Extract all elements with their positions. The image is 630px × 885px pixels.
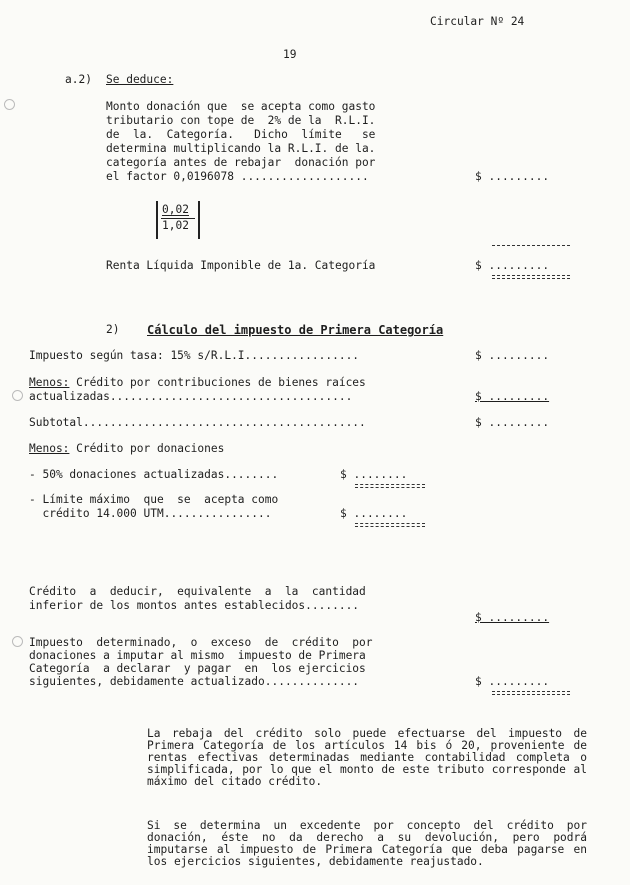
rli-label: Renta Líquida Imponible de 1a. Categoría xyxy=(106,259,376,272)
a2-line-6: el factor 0,0196078 ................... xyxy=(106,170,369,183)
menos-label: Menos: xyxy=(29,376,70,389)
double-separator xyxy=(355,523,425,527)
credit-contrib-text: Crédito por contribuciones de bienes raíces xyxy=(69,376,366,389)
credit-contrib-line-2: actualizadas.................................... xyxy=(29,390,353,403)
subtotal-line: Subtotal.......................................... xyxy=(29,416,366,429)
subtotal-amount: $ ......... xyxy=(475,416,550,429)
a2-line-4: determina multiplicando la R.L.I. de la. xyxy=(106,142,376,155)
factor-fraction xyxy=(156,201,200,239)
credit-contrib-amount xyxy=(475,391,549,403)
section-heading-a2: Se deduce: xyxy=(106,73,174,86)
section-number-a2: a.2) xyxy=(65,73,92,86)
tax-det-line-2: donaciones a imputar al mismo impuesto de Primera xyxy=(29,649,366,662)
fraction-numerator: 0,02 xyxy=(162,203,189,216)
credit-donations-line xyxy=(29,443,224,455)
credit-deduct-line-2: inferior de los montos antes establecidos........ xyxy=(29,599,360,612)
item2-line-2: crédito 14.000 UTM................ xyxy=(29,507,272,520)
note-paragraph-1: La rebaja del crédito solo puede efectuarse del impuesto de Primera Categoría de los artículos 14 bis ó 20, proveniente de rentas efectivas determinadas mediante contabilidad completa o simplificada, por lo que el monto de este tributo corresponde al máximo del citado crédito. xyxy=(147,727,587,788)
credit-contrib-line-1 xyxy=(29,377,366,389)
menos-label-2: Menos: xyxy=(29,442,70,455)
tax-det-amount: $ ......... xyxy=(475,675,550,688)
double-separator xyxy=(492,275,570,279)
tax-det-line-3: Categoría a declarar y pagar en los ejercicios xyxy=(29,662,366,675)
scan-mark xyxy=(4,99,15,110)
item2-amount: $ ........ xyxy=(340,507,408,520)
tax-rate-line: Impuesto según tasa: 15% s/R.L.I................. xyxy=(29,349,360,362)
section-number-2: 2) xyxy=(106,323,120,336)
a2-amount: $ ......... xyxy=(475,170,550,183)
scan-mark xyxy=(12,636,23,647)
fraction-denominator: 1,02 xyxy=(162,219,189,232)
tax-det-line-1: Impuesto determinado, o exceso de crédito por xyxy=(29,636,373,649)
section-heading-2: Cálculo del impuesto de Primera Categoría xyxy=(147,323,444,337)
a2-line-1: Monto donación que se acepta como gasto xyxy=(106,100,376,113)
tax-det-line-4: siguientes, debidamente actualizado.............. xyxy=(29,675,360,688)
rli-amount: $ ......... xyxy=(475,259,550,272)
item2-line-1: - Límite máximo que se acepta como xyxy=(29,493,279,506)
a2-line-2: tributario con tope de 2% de la R.L.I. xyxy=(106,114,376,127)
fraction-underline xyxy=(162,215,189,216)
item1-amount: $ ........ xyxy=(340,468,408,481)
credit-donations-text: Crédito por donaciones xyxy=(69,442,225,455)
note-paragraph-2: Si se determina un excedente por concepto del crédito por donación, éste no da derecho a su devolución, pero podrá imputarse al impuesto de Primera Categoría que deba pagarse en los ejercicios siguientes, debidamente reajustado. xyxy=(147,819,587,868)
a2-line-5: categoría antes de rebajar donación por xyxy=(106,156,376,169)
tax-rate-amount: $ ......... xyxy=(475,349,550,362)
credit-contrib-amount-text: $ ......... xyxy=(475,390,550,403)
separator-line xyxy=(492,245,570,246)
a2-line-3: de la. Categoría. Dicho límite se xyxy=(106,128,376,141)
credit-deduct-amount-text: $ ......... xyxy=(475,611,550,624)
item1-line: - 50% donaciones actualizadas........ xyxy=(29,468,279,481)
scan-mark xyxy=(12,390,23,401)
credit-deduct-line-1: Crédito a deducir, equivalente a la cantidad xyxy=(29,585,366,598)
credit-deduct-amount xyxy=(475,612,549,624)
page-number: 19 xyxy=(283,48,297,61)
circular-number: Circular Nº 24 xyxy=(430,15,525,28)
double-separator xyxy=(355,484,425,488)
double-separator xyxy=(492,691,570,695)
